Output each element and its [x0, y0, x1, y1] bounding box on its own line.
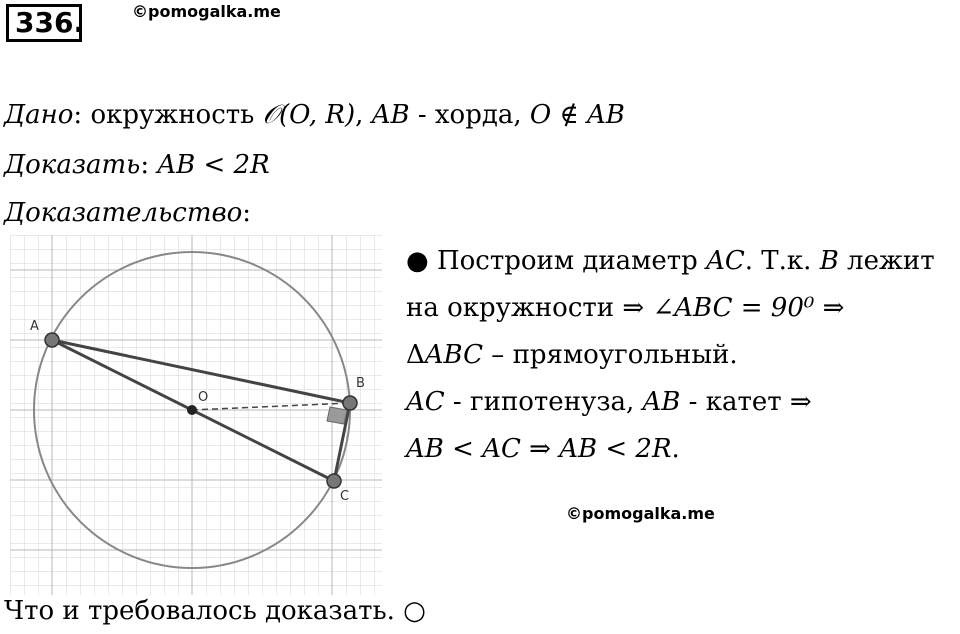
proof-heading [4, 198, 251, 228]
given-chord: AB [371, 100, 410, 130]
proof-line [406, 387, 935, 434]
given-circle: 𝒪( [262, 100, 290, 130]
proof-label: Доказательство [4, 198, 243, 228]
proof-math: B [819, 246, 839, 276]
proof-text: - гипотенуза, [444, 387, 643, 417]
watermark-mid: ©pomogalka.me [566, 504, 715, 523]
proof-text: на окружности ⇒ [406, 293, 653, 323]
proof-text: - катет ⇒ [680, 387, 812, 417]
proof-text: . [671, 434, 680, 464]
proof-line [406, 293, 935, 340]
label-c: C [340, 489, 350, 504]
task-number: 336. [6, 4, 82, 42]
proof-text: ⇒ [814, 293, 845, 323]
proof-math: ABC [424, 340, 484, 370]
watermark-top: ©pomogalka.me [132, 2, 281, 21]
given-circle-close: ) [345, 100, 356, 130]
proof-text: лежит [838, 246, 935, 276]
conclusion: Что и требовалось доказать. ○ [4, 596, 426, 626]
prove-line [4, 150, 270, 180]
geometry-figure [0, 235, 390, 595]
grid-background [10, 235, 382, 595]
given-text-1: : окружность [73, 100, 263, 130]
proof-text: Δ [406, 340, 425, 370]
given-circle-args: O, R [289, 100, 345, 130]
prove-label: Доказать [4, 150, 141, 180]
label-b: B [356, 376, 365, 391]
given-sep: , [355, 100, 372, 130]
proof-text: ● Построим диаметр [406, 246, 707, 276]
given-line [4, 100, 625, 130]
proof-math: AB < AC [406, 434, 521, 464]
point-c [327, 474, 341, 488]
proof-math: AB [642, 387, 681, 417]
point-o [187, 405, 197, 415]
proof-math: AB < 2R [559, 434, 672, 464]
label-o: O [198, 390, 209, 405]
given-label: Дано [4, 100, 74, 130]
proof-math: AC [406, 387, 445, 417]
proof-block [406, 246, 935, 481]
proof-line [406, 340, 935, 387]
right-angle-mark [327, 407, 347, 424]
prove-colon: : [140, 150, 158, 180]
point-b [343, 396, 357, 410]
point-a [45, 333, 59, 347]
proof-text: ⇒ [520, 434, 560, 464]
proof-colon: : [242, 198, 252, 228]
given-condition: O ∉ AB [529, 100, 625, 130]
proof-text: – прямоугольный. [483, 340, 738, 370]
given-text-2: - хорда, [409, 100, 530, 130]
proof-text: . Т.к. [744, 246, 820, 276]
label-a: A [30, 319, 39, 334]
proof-math: ∠ABC = 90⁰ [652, 293, 815, 323]
proof-line [406, 246, 935, 293]
proof-line [406, 434, 935, 481]
prove-statement: AB < 2R [157, 150, 270, 180]
proof-math: AC [706, 246, 745, 276]
